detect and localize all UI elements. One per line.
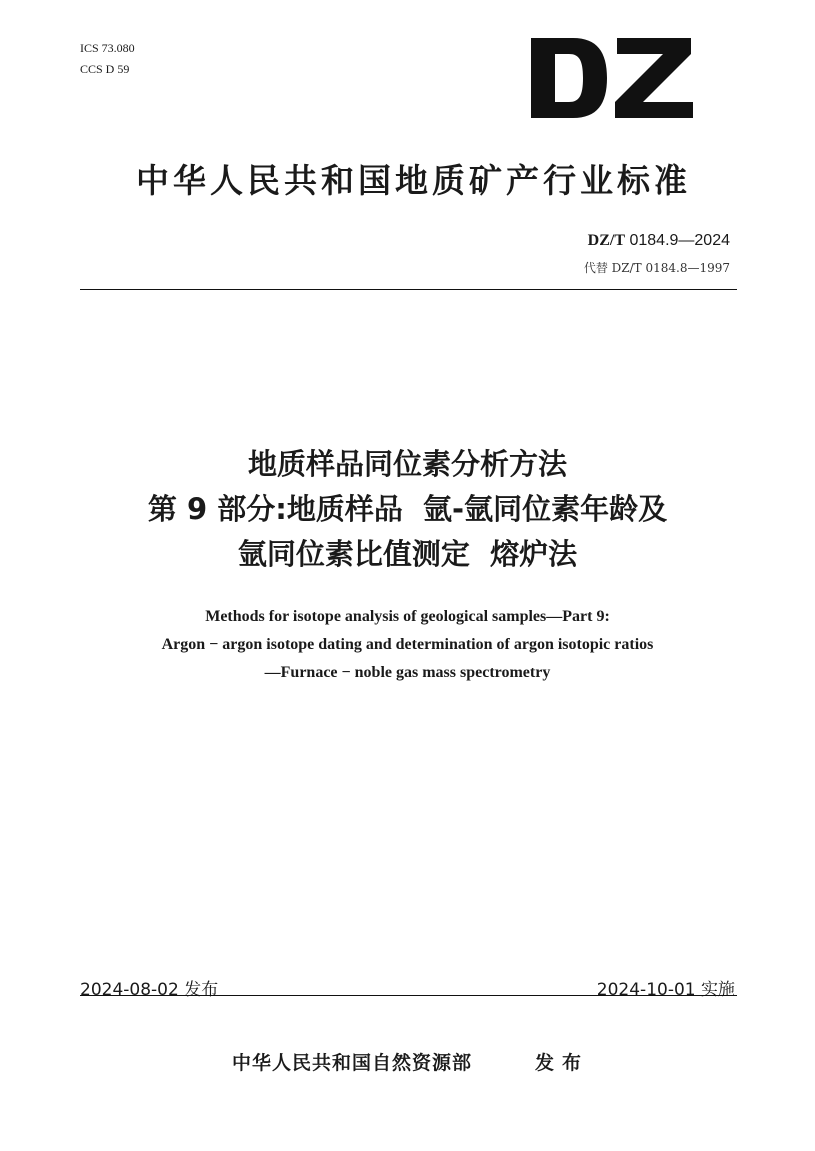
top-divider — [80, 289, 737, 290]
industry-standard-title: 中华人民共和国地质矿产行业标准 — [136, 161, 691, 200]
english-title — [0, 603, 815, 687]
english-title-line-1: Methods for isotope analysis of geological samples—Part 9: — [205, 608, 610, 625]
ccs-code: CCS D 59 — [80, 62, 130, 76]
issuing-authority: 中华人民共和国自然资源部 — [232, 1052, 473, 1074]
publish-date: 2024-08-02 发布 — [80, 980, 219, 1000]
ics-code: ICS 73.080 — [80, 41, 135, 55]
logo-letter-d — [531, 38, 607, 118]
chinese-title-line-3: 氩同位素比值测定 熔炉法 — [237, 537, 578, 571]
classification-codes — [80, 38, 135, 80]
replaces-standard: 代替 DZ/T 0184.8—1997 — [583, 261, 730, 275]
english-title-line-2: Argon − argon isotope dating and determination of argon isotopic ratios — [161, 636, 654, 653]
logo-letter-z — [615, 38, 693, 118]
chinese-title-line-2: 第 9 部分:地质样品 氩-氩同位素年龄及 — [147, 492, 668, 526]
dz-logo — [531, 38, 693, 118]
issue-label: 发布 — [535, 1052, 590, 1074]
chinese-title — [0, 442, 815, 577]
english-title-line-3: —Furnace − noble gas mass spectrometry — [264, 664, 551, 681]
standard-number-value: 0184.9—2024 — [629, 232, 730, 249]
chinese-title-line-1: 地质样品同位素分析方法 — [247, 447, 567, 481]
implement-date: 2024-10-01 实施 — [596, 980, 735, 1000]
standard-number — [588, 232, 730, 250]
bottom-divider — [80, 995, 737, 996]
standard-number-prefix: DZ/T — [587, 232, 626, 249]
